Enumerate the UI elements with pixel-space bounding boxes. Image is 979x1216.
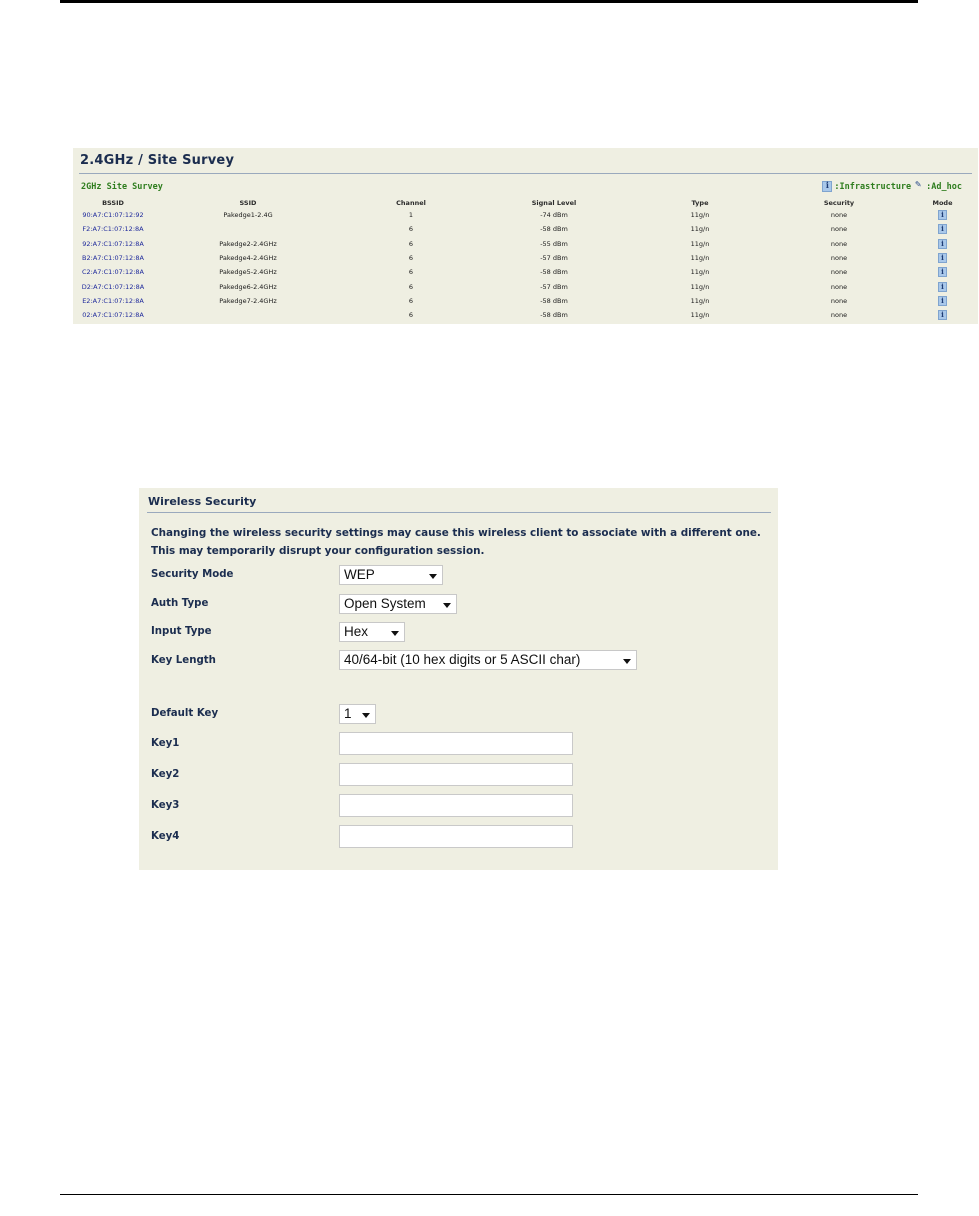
type-cell: 11g/n — [690, 268, 710, 277]
ssid-cell: Pakedge7-2.4GHz — [219, 296, 277, 305]
infrastructure-icon — [938, 282, 947, 292]
channel-cell: 6 — [408, 311, 414, 320]
mode-cell — [907, 208, 978, 222]
bssid-link[interactable]: C2:A7:C1:07:12:8A — [81, 268, 144, 277]
ssid-cell — [153, 222, 343, 236]
signal-cell: -58 dBm — [540, 296, 568, 305]
infrastructure-icon — [938, 267, 947, 277]
table-row[interactable] — [73, 265, 978, 279]
infrastructure-icon — [938, 210, 947, 220]
signal-cell: -74 dBm — [540, 211, 568, 220]
ssid-cell: Pakedge4-2.4GHz — [219, 254, 277, 263]
type-cell: 11g/n — [690, 254, 710, 263]
signal-cell: -58 dBm — [540, 268, 568, 277]
channel-cell: 6 — [408, 254, 414, 263]
table-header-row — [73, 198, 978, 208]
column-header-mode[interactable]: Mode — [932, 199, 953, 207]
site-survey-title: 2.4GHz / Site Survey — [80, 153, 235, 168]
type-cell: 11g/n — [690, 311, 710, 320]
mode-cell — [907, 279, 978, 293]
mode-cell — [907, 265, 978, 279]
key3-label: Key3 — [151, 800, 180, 811]
signal-cell: -55 dBm — [540, 239, 568, 248]
wireless-security-panel — [139, 488, 778, 870]
channel-cell: 6 — [408, 282, 414, 291]
bssid-link[interactable]: 92:A7:C1:07:12:8A — [82, 239, 144, 248]
table-row[interactable] — [73, 251, 978, 265]
chevron-down-icon — [362, 713, 370, 718]
mode-cell — [907, 237, 978, 251]
signal-cell: -58 dBm — [540, 225, 568, 234]
key-length-select[interactable] — [339, 650, 637, 670]
key2-label: Key2 — [151, 769, 180, 780]
auth-type-value: Open System — [344, 596, 426, 611]
column-header-type[interactable]: Type — [691, 199, 709, 207]
security-mode-select[interactable] — [339, 565, 443, 585]
signal-cell: -57 dBm — [540, 282, 568, 291]
bssid-link[interactable]: 02:A7:C1:07:12:8A — [82, 311, 144, 320]
input-type-select[interactable] — [339, 622, 405, 642]
security-mode-label: Security Mode — [151, 569, 234, 580]
table-row[interactable] — [73, 222, 978, 236]
infrastructure-icon — [822, 181, 832, 192]
signal-cell: -58 dBm — [540, 311, 568, 320]
wireless-security-title: Wireless Security — [148, 495, 257, 508]
chevron-down-icon — [429, 574, 437, 579]
channel-cell: 6 — [408, 268, 414, 277]
column-header-bssid[interactable]: BSSID — [102, 199, 124, 207]
ssid-cell: Pakedge6-2.4GHz — [219, 282, 277, 291]
legend-infrastructure-label: :Infrastructure — [834, 181, 912, 192]
adhoc-icon — [915, 182, 924, 191]
bssid-link[interactable]: B2:A7:C1:07:12:8A — [82, 254, 144, 263]
mode-legend — [822, 181, 964, 192]
mode-cell — [907, 308, 978, 322]
type-cell: 11g/n — [690, 225, 710, 234]
key-length-label: Key Length — [151, 655, 216, 666]
site-survey-subtitle: 2GHz Site Survey — [81, 182, 163, 192]
bssid-link[interactable]: E2:A7:C1:07:12:8A — [82, 296, 144, 305]
security-cell: none — [830, 296, 848, 305]
mode-cell — [907, 251, 978, 265]
security-cell: none — [830, 225, 848, 234]
site-survey-divider — [79, 173, 972, 174]
bssid-link[interactable]: 90:A7:C1:07:12:92 — [82, 211, 144, 220]
type-cell: 11g/n — [690, 211, 710, 220]
channel-cell: 6 — [408, 296, 414, 305]
security-cell: none — [830, 268, 848, 277]
auth-type-label: Auth Type — [151, 598, 209, 609]
bssid-link[interactable]: F2:A7:C1:07:12:8A — [82, 225, 144, 234]
page-bottom-rule — [60, 1194, 918, 1195]
ssid-cell — [153, 308, 343, 322]
security-mode-value: WEP — [344, 567, 375, 582]
infrastructure-icon — [938, 296, 947, 306]
bssid-link[interactable]: D2:A7:C1:07:12:8A — [81, 282, 145, 291]
type-cell: 11g/n — [690, 296, 710, 305]
channel-cell: 6 — [408, 239, 414, 248]
table-row[interactable] — [73, 237, 978, 251]
mode-cell — [907, 294, 978, 308]
wireless-security-divider — [147, 512, 771, 513]
ssid-cell: Pakedge2-2.4GHz — [219, 239, 277, 248]
channel-cell: 6 — [408, 225, 414, 234]
key4-field[interactable] — [339, 825, 573, 848]
security-warning-note: Changing the wireless security settings may cause this wireless client to associate with a different one. This may temporarily disrupt your configuration session. — [151, 527, 761, 557]
infrastructure-icon — [938, 253, 947, 263]
infrastructure-icon — [938, 224, 947, 234]
mode-cell — [907, 222, 978, 236]
security-cell: none — [830, 239, 848, 248]
legend-adhoc-label: :Ad_hoc — [926, 181, 962, 192]
ssid-cell: Pakedge1-2.4G — [223, 211, 273, 220]
input-type-label: Input Type — [151, 626, 212, 637]
default-key-value: 1 — [344, 706, 352, 721]
security-cell: none — [830, 211, 848, 220]
chevron-down-icon — [391, 631, 399, 636]
key1-label: Key1 — [151, 738, 180, 749]
key3-field[interactable] — [339, 794, 573, 817]
column-header-security[interactable]: Security — [823, 199, 855, 207]
infrastructure-icon — [938, 310, 947, 320]
column-header-channel[interactable]: Channel — [396, 199, 426, 207]
input-type-value: Hex — [344, 624, 369, 639]
type-cell: 11g/n — [690, 282, 710, 291]
chevron-down-icon — [623, 659, 631, 664]
table-row[interactable] — [73, 279, 978, 293]
key1-field[interactable] — [339, 732, 573, 755]
channel-cell: 1 — [408, 211, 414, 220]
key-length-value: 40/64-bit (10 hex digits or 5 ASCII char) — [344, 652, 581, 667]
column-header-ssid[interactable]: SSID — [239, 199, 257, 207]
type-cell: 11g/n — [690, 239, 710, 248]
site-survey-panel — [73, 148, 978, 324]
security-cell: none — [830, 254, 848, 263]
page-top-rule — [60, 0, 918, 3]
key4-label: Key4 — [151, 831, 180, 842]
signal-cell: -57 dBm — [540, 254, 568, 263]
table-row[interactable] — [73, 308, 978, 322]
table-row[interactable] — [73, 208, 978, 222]
key2-field[interactable] — [339, 763, 573, 786]
default-key-label: Default Key — [151, 708, 219, 719]
ssid-cell: Pakedge5-2.4GHz — [219, 268, 277, 277]
infrastructure-icon — [938, 239, 947, 249]
security-cell: none — [830, 311, 848, 320]
table-row[interactable] — [73, 294, 978, 308]
column-header-signal-level[interactable]: Signal Level — [531, 199, 577, 207]
default-key-select[interactable] — [339, 704, 376, 724]
security-cell: none — [830, 282, 848, 291]
site-survey-table — [73, 198, 978, 322]
chevron-down-icon — [443, 603, 451, 608]
auth-type-select[interactable] — [339, 594, 457, 614]
